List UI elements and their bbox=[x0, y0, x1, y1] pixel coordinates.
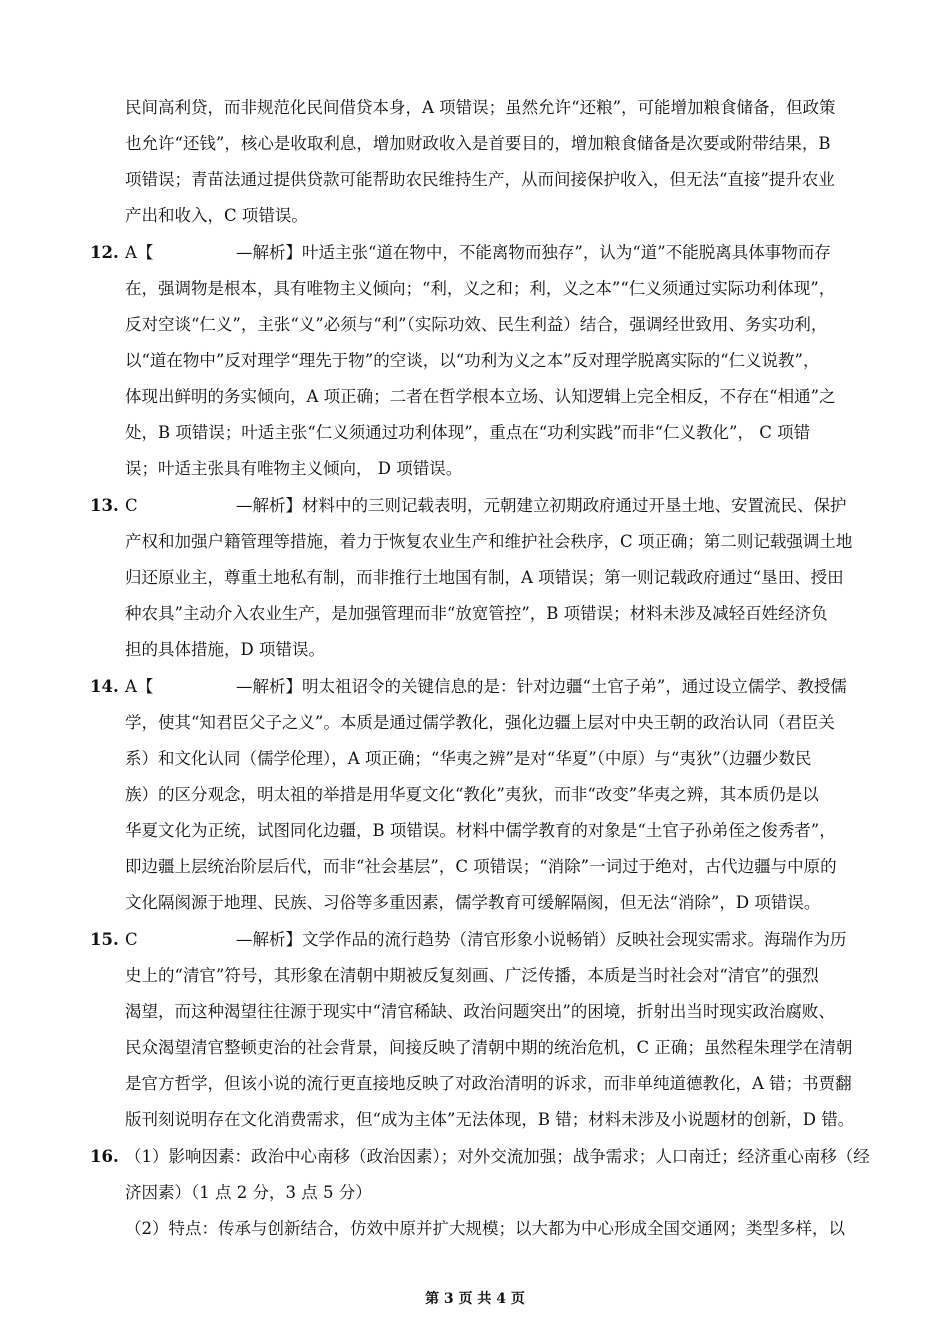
intro-line: 产出和收入，C 项错误。 bbox=[125, 206, 308, 225]
analysis-line: 种农具”主动介入农业生产，是加强管理而非“放宽管控”，B 项错误；材料未涉及减轻百姓经济负 bbox=[125, 604, 828, 623]
analysis-line: 担的具体措施，D 项错误。 bbox=[125, 640, 325, 659]
question-number: 16. bbox=[90, 1147, 119, 1166]
answer-letter: A【 bbox=[125, 243, 154, 262]
answer-part1-line: 济因素）（1 点 2 分，3 点 5 分） bbox=[125, 1183, 372, 1202]
page-footer: 第 3 页 共 4 页 bbox=[425, 1291, 525, 1307]
analysis-line: 在，强调物是根本，具有唯物主义倾向；“利，义之和；利，义之本”“仁义须通过实际功利体现”， bbox=[125, 279, 836, 298]
answer-part1-line: （1）影响因素：政治中心南移（政治因素）；对外交流加强；战争需求；人口南迁；经济重心南移（经 bbox=[125, 1147, 870, 1166]
analysis-first-line: —解析】文学作品的流行趋势（清官形象小说畅销）反映社会现实需求。海瑞作为历 bbox=[236, 930, 847, 949]
analysis-line: 以“道在物中”反对理学“理先于物”的空谈，以“功利为义之本”反对理学脱离实际的“仁义说教”， bbox=[125, 351, 820, 370]
analysis-line: 归还原业主，尊重土地私有制，而非推行土地国有制，A 项错误；第一则记载政府通过“垦田、授田 bbox=[125, 568, 844, 587]
intro-line: 民间高利贷，而非规范化民间借贷本身，A 项错误；虽然允许“还粮”，可能增加粮食储备，但政策 bbox=[125, 98, 836, 117]
analysis-line: 渴望，而这种渴望往往源于现实中“清官稀缺、政治问题突出”的困境，折射出当时现实政治腐败、 bbox=[125, 1002, 835, 1021]
analysis-line: 反对空谈“仁义”，主张“义”必须与“利”（实际功效、民生利益）结合，强调经世致用、务实功利， bbox=[125, 315, 828, 334]
answer-letter: A【 bbox=[125, 677, 154, 696]
answer-letter: C bbox=[125, 930, 138, 949]
analysis-line: 华夏文化为正统，试图同化边疆，B 项错误。材料中儒学教育的对象是“土官子孙弟侄之俊秀者”， bbox=[125, 821, 836, 840]
intro-line: 也允许“还钱”，核心是收取利息，增加财政收入是首要目的，增加粮食储备是次要或附带结果，B bbox=[125, 134, 831, 153]
answer-part2-line: （2）特点：传承与创新结合，仿效中原并扩大规模；以大都为中心形成全国交通网；类型多样，以 bbox=[125, 1219, 845, 1238]
analysis-line: 族）的区分观念，明太祖的举措是用华夏文化“教化”夷狄，而非“改变”华夷之辨，其本质仍是以 bbox=[125, 785, 819, 804]
analysis-line: 学，使其“知君臣父子之义”。本质是通过儒学教化，强化边疆上层对中央王朝的政治认同（君臣关 bbox=[125, 713, 835, 732]
intro-line: 项错误；青苗法通过提供贷款可能帮助农民维持生产，从而间接保护收入，但无法“直接”提升农业 bbox=[125, 170, 835, 189]
analysis-line: 民众渴望清官整顿吏治的社会背景，间接反映了清朝中期的统治危机，C 正确；虽然程朱理学在清朝 bbox=[125, 1038, 853, 1057]
answer-letter: C bbox=[125, 496, 138, 515]
analysis-line: 是官方哲学，但该小说的流行更直接地反映了对政治清明的诉求，而非单纯道德教化，A 错；书贾翻 bbox=[125, 1074, 852, 1093]
analysis-first-line: —解析】材料中的三则记载表明，元朝建立初期政府通过开垦土地、安置流民、保护 bbox=[236, 496, 847, 515]
analysis-first-line: —解析】叶适主张“道在物中，不能离物而独存”，认为“道”不能脱离具体事物而存 bbox=[236, 243, 831, 262]
analysis-line: 即边疆上层统治阶层后代，而非“社会基层”，C 项错误；“消除”一词过于绝对，古代边疆与中原的 bbox=[125, 857, 837, 876]
analysis-line: 史上的“清官”符号，其形象在清朝中期被反复刻画、广泛传播，本质是当时社会对“清官”的强烈 bbox=[125, 966, 819, 985]
analysis-line: 文化隔阂源于地理、民族、习俗等多重因素，儒学教育可缓解隔阂，但无法“消除”，D 项错误。 bbox=[125, 893, 821, 912]
analysis-line: 版刊刻说明存在文化消费需求，但“成为主体”无法体现，B 错；材料未涉及小说题材的创新，D 错。 bbox=[125, 1110, 855, 1129]
analysis-line: 产权和加强户籍管理等措施，着力于恢复农业生产和维护社会秩序，C 项正确；第二则记载强调土地 bbox=[125, 532, 853, 551]
question-number: 12. bbox=[90, 243, 119, 262]
analysis-line: 体现出鲜明的务实倾向，A 项正确；二者在哲学根本立场、认知逻辑上完全相反，不存在“相通”之 bbox=[125, 387, 836, 406]
analysis-line: 系）和文化认同（儒学伦理），A 项正确；“华夷之辨”是对“华夏”（中原）与“夷狄”（边疆少数民 bbox=[125, 749, 812, 768]
analysis-first-line: —解析】明太祖诏令的关键信息的是：针对边疆“土官子弟”，通过设立儒学、教授儒 bbox=[236, 677, 847, 696]
question-number: 13. bbox=[90, 496, 119, 515]
analysis-line: 误；叶适主张具有唯物主义倾向， D 项错误。 bbox=[125, 459, 463, 478]
question-number: 14. bbox=[90, 677, 119, 696]
question-number: 15. bbox=[90, 930, 119, 949]
analysis-line: 处，B 项错误；叶适主张“仁义须通过功利体现”，重点在“功利实践”而非“仁义教化”， C 项错 bbox=[125, 423, 811, 442]
